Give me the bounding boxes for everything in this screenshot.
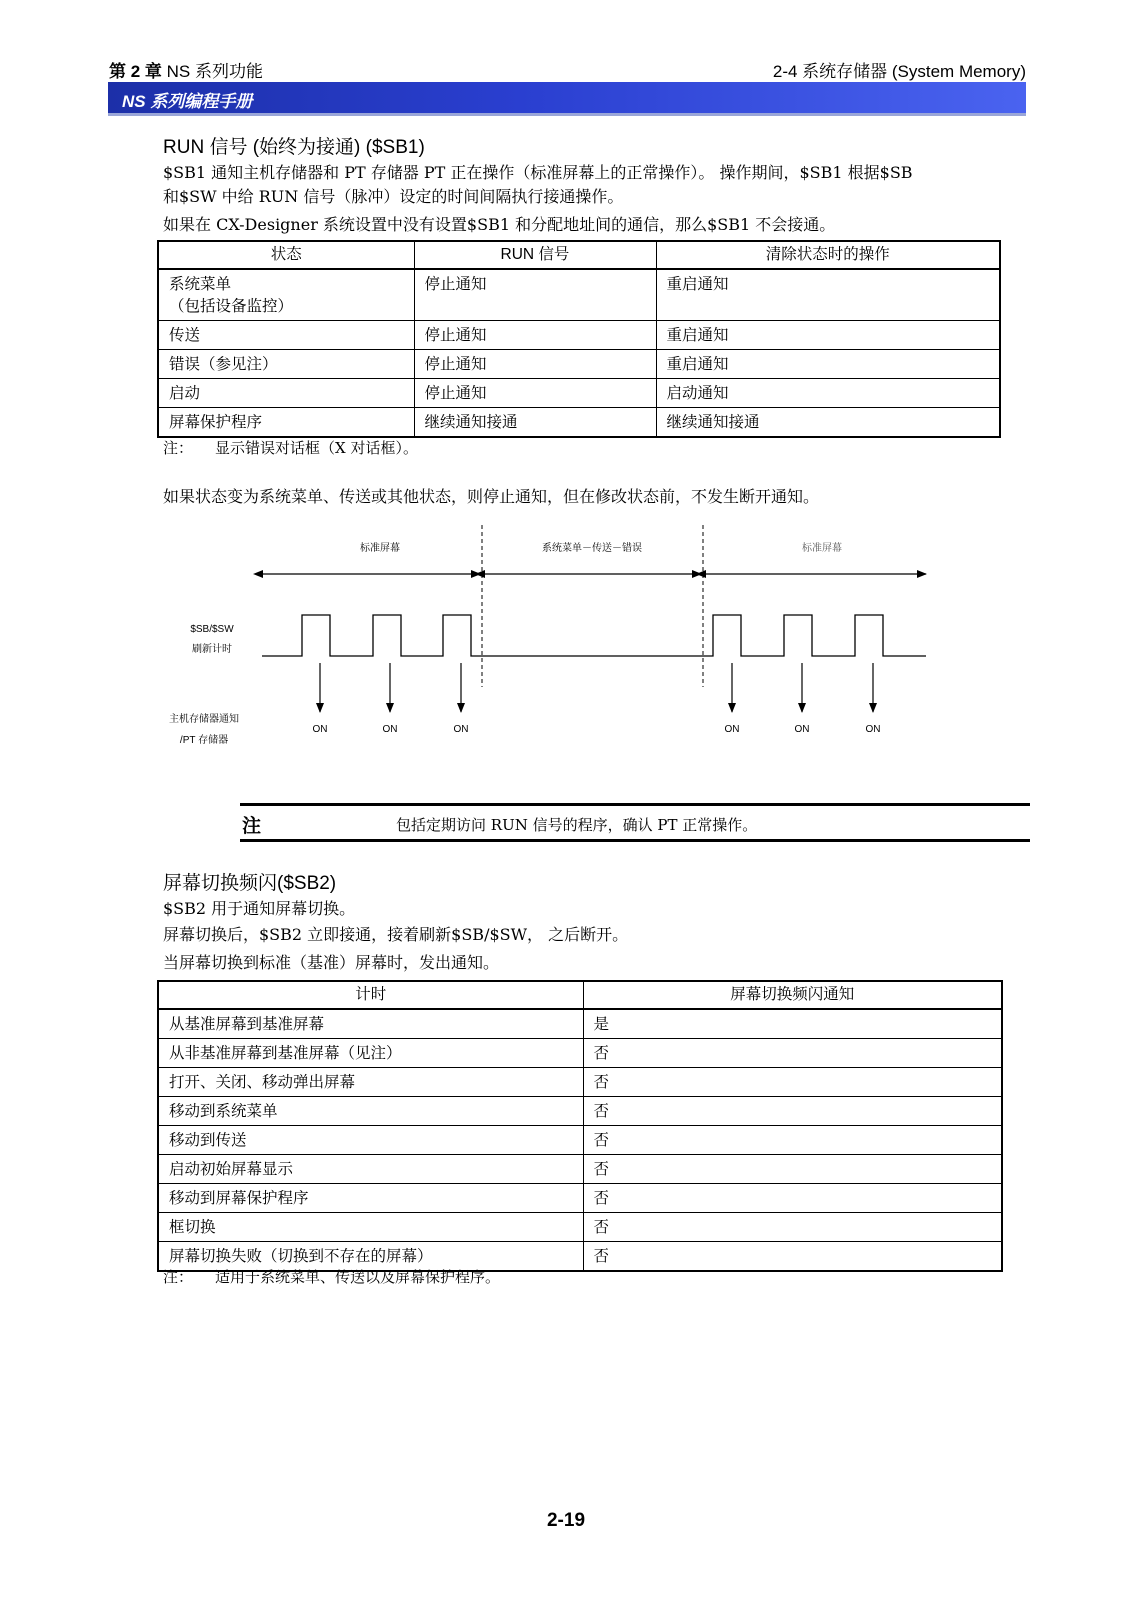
table-cell: 启动初始屏幕显示 <box>158 1155 583 1184</box>
table-cell: 继续通知接通 <box>656 408 1000 438</box>
signal-label: 主机存储器通知 <box>169 714 239 725</box>
table-cell: 系统菜单 （包括设备监控） <box>158 269 414 321</box>
on-label: ON <box>382 724 398 735</box>
note-label: 注： <box>163 1268 194 1286</box>
table-cell: 屏幕保护程序 <box>158 408 414 438</box>
table-cell: 否 <box>583 1126 1002 1155</box>
table-row <box>158 1213 1002 1242</box>
note-text: 适用于系统菜单、传送以及屏幕保护程序。 <box>215 1268 501 1286</box>
table-cell: 从基准屏幕到基准屏幕 <box>158 1009 583 1039</box>
table-row <box>158 1155 1002 1184</box>
section-title-sb1: RUN 信号 (始终为接通) ($SB1) <box>163 137 425 158</box>
paragraph: 如果在 CX-Designer 系统设置中没有设置$SB1 和分配地址间的通信，那么$SB1 不会接通。 <box>163 215 836 234</box>
timing-diagram <box>0 0 1132 760</box>
table-cell: 否 <box>583 1097 1002 1126</box>
table-cell: 否 <box>583 1184 1002 1213</box>
table-cell: 打开、关闭、移动弹出屏幕 <box>158 1068 583 1097</box>
table-cell: 否 <box>583 1039 1002 1068</box>
chapter-number: 第 2 章 <box>109 62 162 81</box>
paragraph: 屏幕切换后，$SB2 立即接通，接着刷新$SB/$SW， 之后断开。 <box>163 925 629 944</box>
table-cell: 错误（参见注） <box>158 350 414 379</box>
table-row <box>158 1097 1002 1126</box>
table-cell: 传送 <box>158 321 414 350</box>
signal-label: $SB/$SW <box>190 624 234 635</box>
table-header-cell: 清除状态时的操作 <box>656 241 1000 269</box>
table-cell: 重启通知 <box>656 350 1000 379</box>
paragraph: 如果状态变为系统菜单、传送或其他状态，则停止通知，但在修改状态前，不发生断开通知。 <box>163 487 820 506</box>
screen-switch-table <box>157 980 1003 1272</box>
signal-label: 刷新计时 <box>192 644 232 655</box>
paragraph: 和$SW 中给 RUN 信号（脉冲）设定的时间间隔执行接通操作。 <box>163 187 624 206</box>
table-cell: 从非基准屏幕到基准屏幕（见注） <box>158 1039 583 1068</box>
paragraph: 当屏幕切换到标准（基准）屏幕时，发出通知。 <box>163 953 500 972</box>
manual-title: NS 系列编程手册 <box>122 92 253 111</box>
table-cell: 移动到传送 <box>158 1126 583 1155</box>
table-cell: 否 <box>583 1068 1002 1097</box>
table-cell: 否 <box>583 1213 1002 1242</box>
table-cell: 屏幕切换失败（切换到不存在的屏幕） <box>158 1242 583 1272</box>
table-cell: 停止通知 <box>414 269 656 321</box>
section-header: 2-4 系统存储器 (System Memory) <box>772 62 1026 81</box>
signal-label: /PT 存储器 <box>179 735 229 746</box>
on-label: ON <box>312 724 328 735</box>
note-box-key: 注 <box>242 815 262 837</box>
on-label: ON <box>865 724 881 735</box>
table-header-cell: RUN 信号 <box>414 241 656 269</box>
table-cell: 继续通知接通 <box>414 408 656 438</box>
table-row <box>158 1184 1002 1213</box>
note-label: 注： <box>163 439 194 457</box>
paragraph: $SB1 通知主机存储器和 PT 存储器 PT 正在操作（标准屏幕上的正常操作）。 操作期间，$SB1 根据$SB <box>163 163 913 182</box>
table-cell: 移动到屏幕保护程序 <box>158 1184 583 1213</box>
table-row <box>158 1009 1002 1039</box>
refresh-pulse-waveform <box>262 615 926 656</box>
paragraph: $SB2 用于通知屏幕切换。 <box>163 899 356 918</box>
table-row <box>158 1126 1002 1155</box>
table-row <box>158 1039 1002 1068</box>
table-cell: 框切换 <box>158 1213 583 1242</box>
phase-label-standard-screen: 标准屏幕 <box>360 543 400 554</box>
note-text: 显示错误对话框（X 对话框）。 <box>215 439 418 457</box>
note-box-text: 包括定期访问 RUN 信号的程序，确认 PT 正常操作。 <box>396 816 758 834</box>
table-cell: 启动 <box>158 379 414 408</box>
on-label: ON <box>453 724 469 735</box>
table-row <box>158 1068 1002 1097</box>
section-title-sb2: 屏幕切换频闪($SB2) <box>163 873 337 894</box>
on-label: ON <box>724 724 740 735</box>
table-cell: 是 <box>583 1009 1002 1039</box>
page-number: 2-19 <box>546 1510 586 1531</box>
table-header-cell: 状态 <box>158 241 414 269</box>
phase-label-standard-screen: 标准屏幕 <box>802 543 842 554</box>
table-cell: 重启通知 <box>656 321 1000 350</box>
chapter-title: NS 系列功能 <box>166 62 263 81</box>
table-cell: 停止通知 <box>414 350 656 379</box>
table-cell: 重启通知 <box>656 269 1000 321</box>
table-cell: 启动通知 <box>656 379 1000 408</box>
phase-label-system-menu: 系统菜单－传送－错误 <box>542 543 642 554</box>
table-cell: 否 <box>583 1242 1002 1272</box>
table-cell: 停止通知 <box>414 321 656 350</box>
table-header-cell: 屏幕切换频闪通知 <box>583 981 1002 1009</box>
table-cell: 移动到系统菜单 <box>158 1097 583 1126</box>
table-note <box>163 1266 500 1287</box>
table-cell: 停止通知 <box>414 379 656 408</box>
note-box <box>240 803 1030 842</box>
table-cell: 否 <box>583 1155 1002 1184</box>
table-header-cell: 计时 <box>158 981 583 1009</box>
on-label: ON <box>794 724 810 735</box>
